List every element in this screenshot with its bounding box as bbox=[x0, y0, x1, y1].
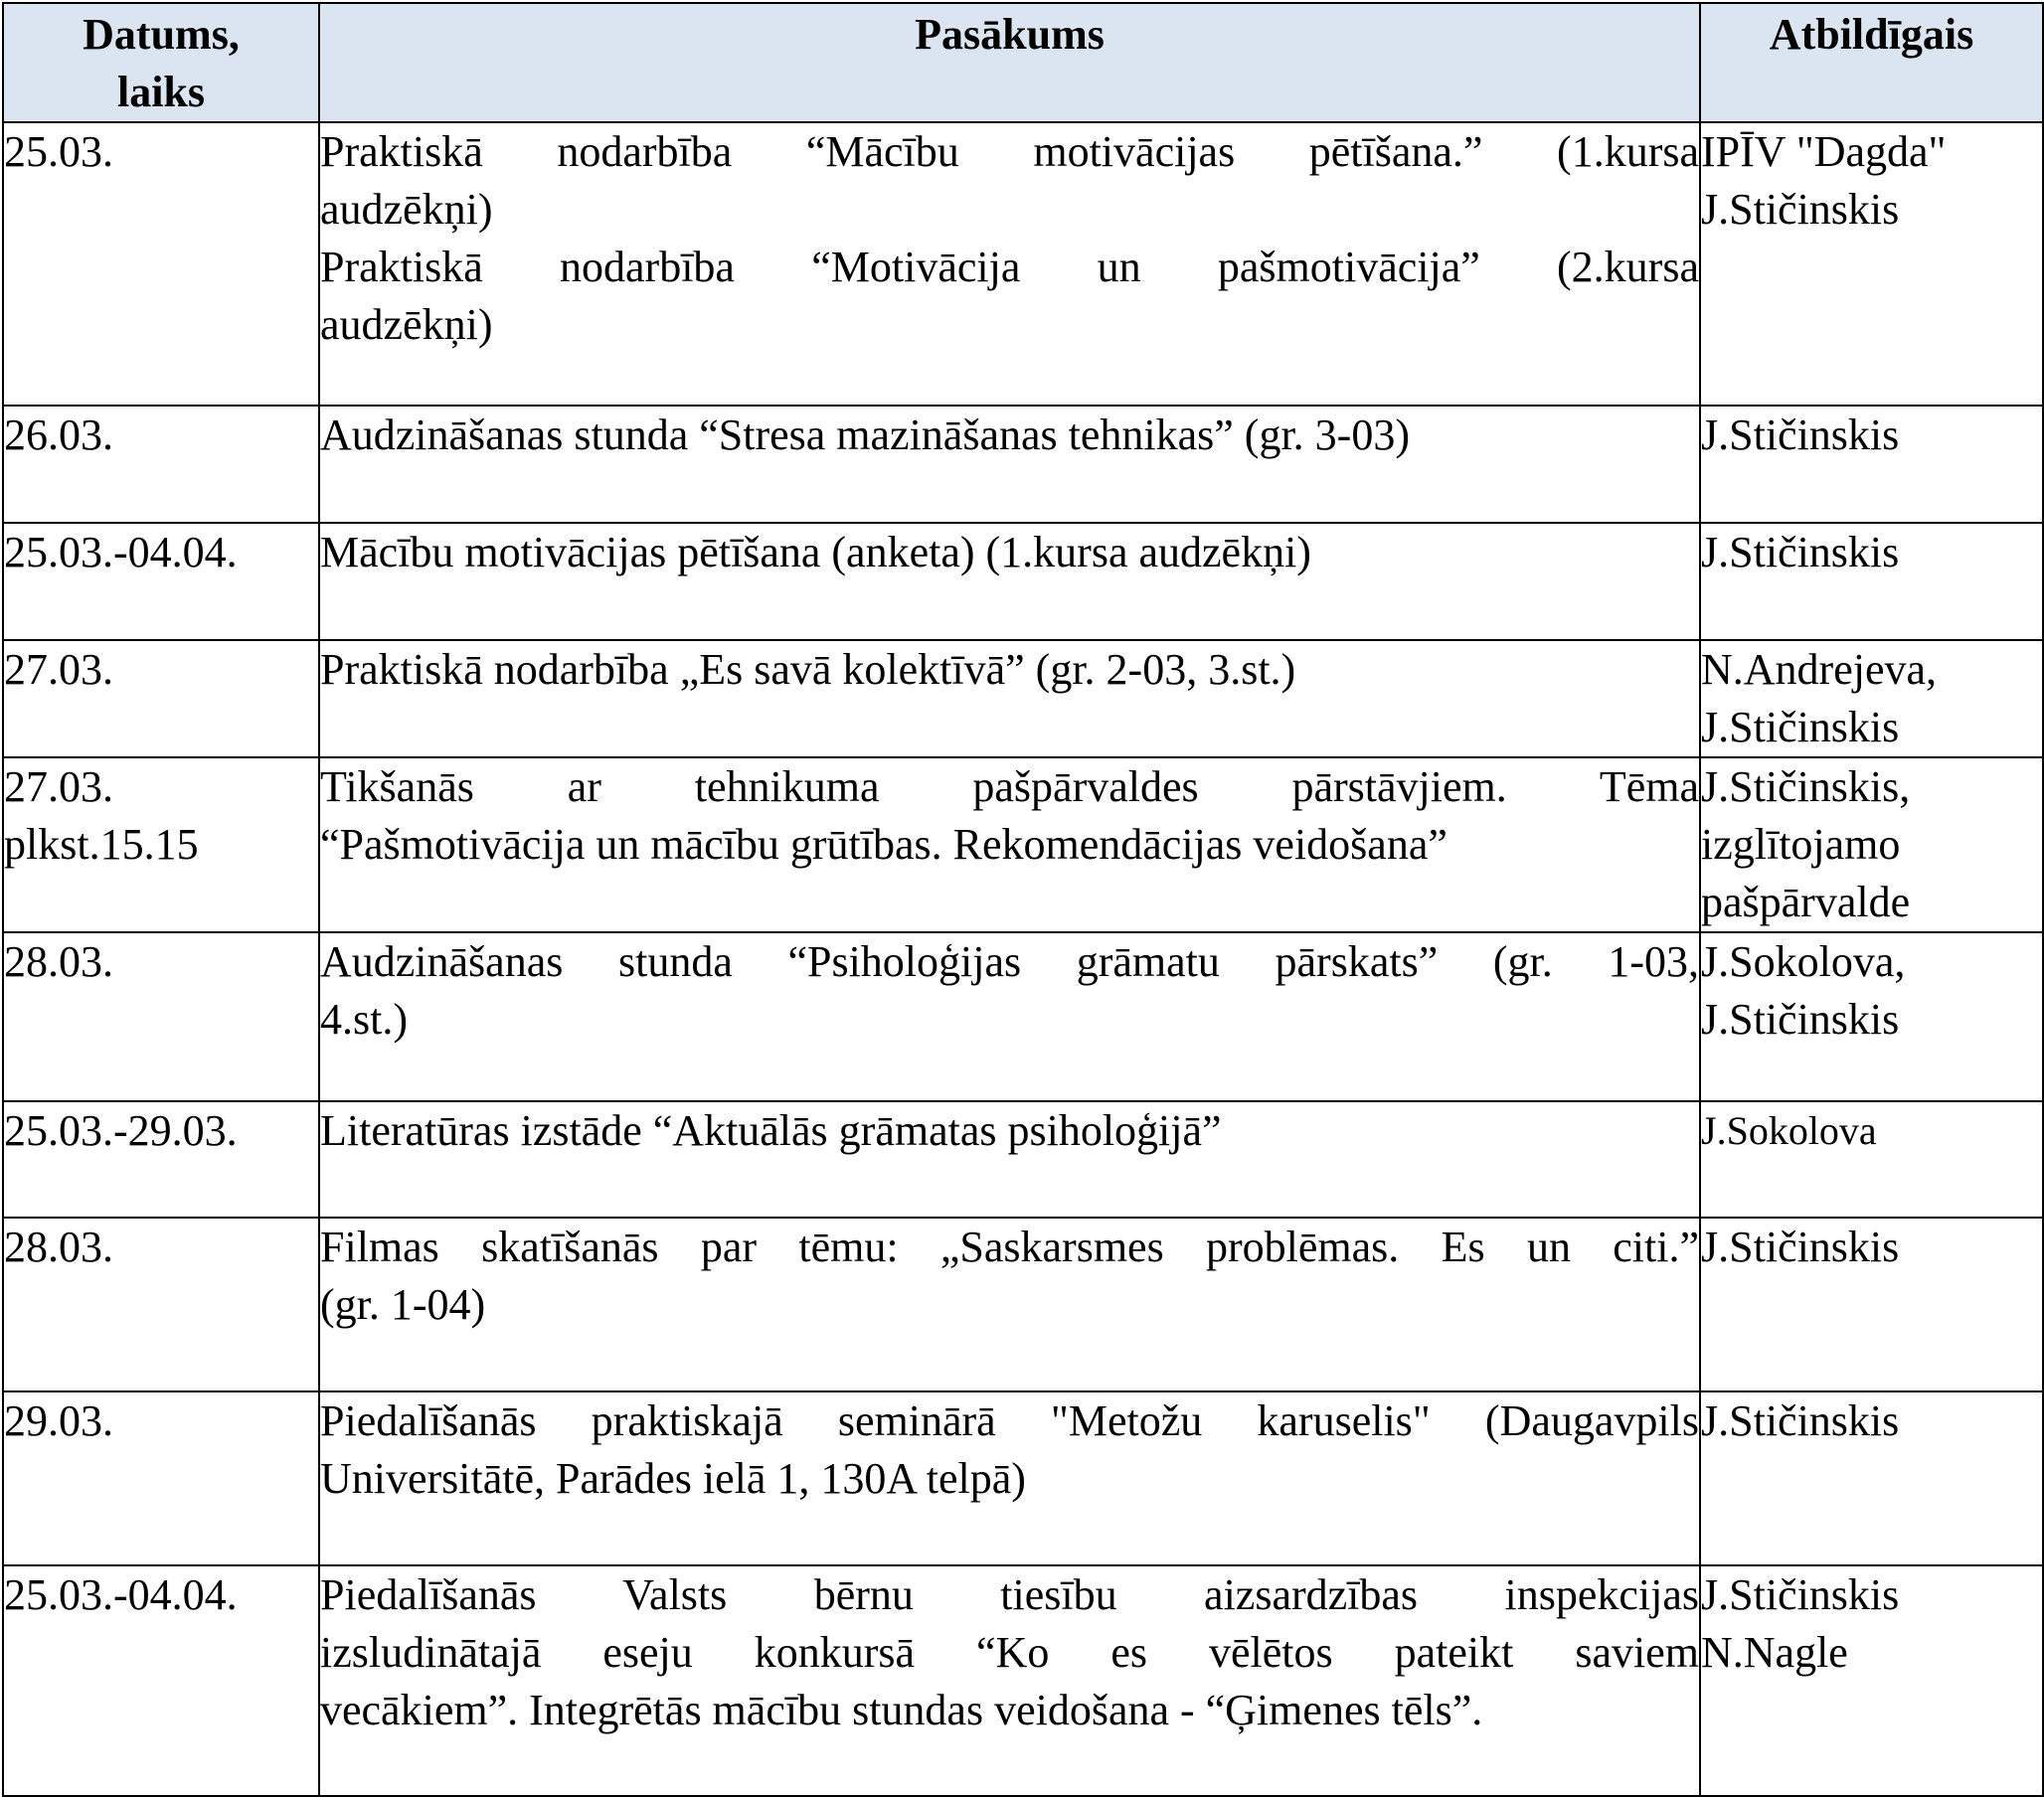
responsible-line: J.Stičinskis bbox=[1701, 1223, 1900, 1271]
time-text: plkst.15.15 bbox=[4, 820, 199, 869]
schedule-table bbox=[2, 2, 2044, 1797]
responsible-line: J.Stičinskis bbox=[1701, 185, 1900, 234]
responsible-cell bbox=[1700, 122, 2043, 406]
header-responsible: Atbildīgais bbox=[1700, 3, 2043, 122]
event-line: Filmas skatīšanās par tēmu: „Saskarsmes problēmas. Es un citi.” bbox=[320, 1223, 1699, 1271]
responsible-line: pašpārvalde bbox=[1701, 878, 1911, 926]
event-line: Piedalīšanās Valsts bērnu tiesību aizsardzības inspekcijas bbox=[320, 1570, 1699, 1619]
date-cell bbox=[3, 932, 319, 1101]
date-cell bbox=[3, 523, 319, 640]
event-cell bbox=[319, 523, 1700, 640]
table-row bbox=[3, 1218, 2043, 1391]
responsible-cell bbox=[1700, 1101, 2043, 1218]
date-text: 27.03. bbox=[4, 645, 113, 694]
event-line: Praktiskā nodarbība “Motivācija un pašmotivācija” (2.kursa bbox=[320, 243, 1699, 291]
event-line: Praktiskā nodarbība “Mācību motivācijas pētīšana.” (1.kursa bbox=[320, 127, 1699, 176]
event-cell bbox=[319, 122, 1700, 406]
responsible-cell bbox=[1700, 1218, 2043, 1391]
table-row bbox=[3, 757, 2043, 932]
date-cell bbox=[3, 1565, 319, 1796]
date-cell bbox=[3, 1218, 319, 1391]
table-row bbox=[3, 1391, 2043, 1565]
event-cell bbox=[319, 640, 1700, 757]
responsible-line: J.Stičinskis bbox=[1701, 995, 1900, 1044]
date-text: 25.03.-04.04. bbox=[4, 528, 238, 576]
event-cell bbox=[319, 932, 1700, 1101]
responsible-cell bbox=[1700, 932, 2043, 1101]
date-cell bbox=[3, 640, 319, 757]
event-line: Audzināšanas stunda “Stresa mazināšanas tehnikas” (gr. 3-03) bbox=[320, 410, 1410, 459]
responsible-line: J.Stičinskis bbox=[1701, 703, 1900, 751]
responsible-cell bbox=[1700, 757, 2043, 932]
event-line: Universitātē, Parādes ielā 1, 130A telpā) bbox=[320, 1454, 1026, 1503]
event-line: Tikšanās ar tehnikuma pašpārvaldes pārstāvjiem. Tēma bbox=[320, 762, 1699, 811]
event-line: audzēkņi) bbox=[320, 185, 493, 234]
date-text: 28.03. bbox=[4, 1223, 113, 1271]
event-line: Piedalīšanās praktiskajā seminārā "Metožu karuselis" (Daugavpils bbox=[320, 1396, 1699, 1445]
event-cell bbox=[319, 406, 1700, 523]
date-text: 25.03.-04.04. bbox=[4, 1570, 238, 1619]
header-row bbox=[3, 3, 2043, 122]
table-row bbox=[3, 1565, 2043, 1796]
date-text: 26.03. bbox=[4, 410, 113, 459]
header-date-line1: Datums, bbox=[83, 10, 240, 59]
header-date-line2: laiks bbox=[116, 68, 206, 116]
responsible-line: J.Stičinskis, bbox=[1701, 762, 1911, 811]
date-cell bbox=[3, 122, 319, 406]
date-text: 29.03. bbox=[4, 1396, 113, 1445]
table-row bbox=[3, 122, 2043, 406]
event-cell bbox=[319, 1391, 1700, 1565]
responsible-line: J.Stičinskis bbox=[1701, 1396, 1900, 1445]
date-text: 25.03. bbox=[4, 127, 113, 176]
responsible-line: J.Stičinskis bbox=[1701, 1570, 1900, 1619]
date-text: 25.03.-29.03. bbox=[4, 1106, 238, 1155]
table-row bbox=[3, 932, 2043, 1101]
event-line: Audzināšanas stunda “Psiholoģijas grāmatu pārskats” (gr. 1-03, bbox=[320, 937, 1699, 986]
responsible-cell bbox=[1700, 406, 2043, 523]
event-line: Mācību motivācijas pētīšana (anketa) (1.kursa audzēkņi) bbox=[320, 528, 1311, 576]
date-cell bbox=[3, 1101, 319, 1218]
event-cell bbox=[319, 757, 1700, 932]
event-line: 4.st.) bbox=[320, 995, 408, 1044]
table-row bbox=[3, 406, 2043, 523]
responsible-line: J.Sokolova, bbox=[1701, 937, 1906, 986]
table-row bbox=[3, 523, 2043, 640]
event-line: (gr. 1-04) bbox=[320, 1280, 486, 1329]
responsible-cell bbox=[1700, 523, 2043, 640]
responsible-line: J.Stičinskis bbox=[1701, 528, 1900, 576]
event-line: audzēkņi) bbox=[320, 300, 493, 349]
event-line: izsludinātajā eseju konkursā “Ko es vēlētos pateikt saviem bbox=[320, 1628, 1699, 1677]
responsible-line: IPĪV "Dagda" bbox=[1701, 127, 1947, 176]
event-cell bbox=[319, 1218, 1700, 1391]
event-line: Praktiskā nodarbība „Es savā kolektīvā” (gr. 2-03, 3.st.) bbox=[320, 645, 1296, 694]
responsible-line: N.Andrejeva, bbox=[1701, 645, 1938, 694]
event-line: Literatūras izstāde “Aktuālās grāmatas psiholoģijā” bbox=[320, 1106, 1222, 1155]
event-cell bbox=[319, 1565, 1700, 1796]
event-line: vecākiem”. Integrētās mācību stundas veidošana - “Ģimenes tēls”. bbox=[320, 1686, 1483, 1734]
responsible-line: J.Stičinskis bbox=[1701, 410, 1900, 459]
table-row bbox=[3, 640, 2043, 757]
responsible-cell bbox=[1700, 640, 2043, 757]
date-cell bbox=[3, 1391, 319, 1565]
responsible-cell bbox=[1700, 1391, 2043, 1565]
header-date bbox=[3, 3, 319, 122]
date-cell bbox=[3, 757, 319, 932]
header-event: Pasākums bbox=[319, 3, 1700, 122]
date-cell bbox=[3, 406, 319, 523]
date-text: 28.03. bbox=[4, 937, 113, 986]
responsible-line: izglītojamo bbox=[1701, 820, 1901, 869]
event-line: “Pašmotivācija un mācību grūtības. Rekomendācijas veidošana” bbox=[320, 820, 1448, 869]
responsible-line: N.Nagle bbox=[1701, 1628, 1848, 1677]
event-cell bbox=[319, 1101, 1700, 1218]
table-row bbox=[3, 1101, 2043, 1218]
responsible-cell bbox=[1700, 1565, 2043, 1796]
responsible-line: J.Sokolova bbox=[1701, 1108, 1877, 1153]
date-text: 27.03. bbox=[4, 762, 113, 811]
